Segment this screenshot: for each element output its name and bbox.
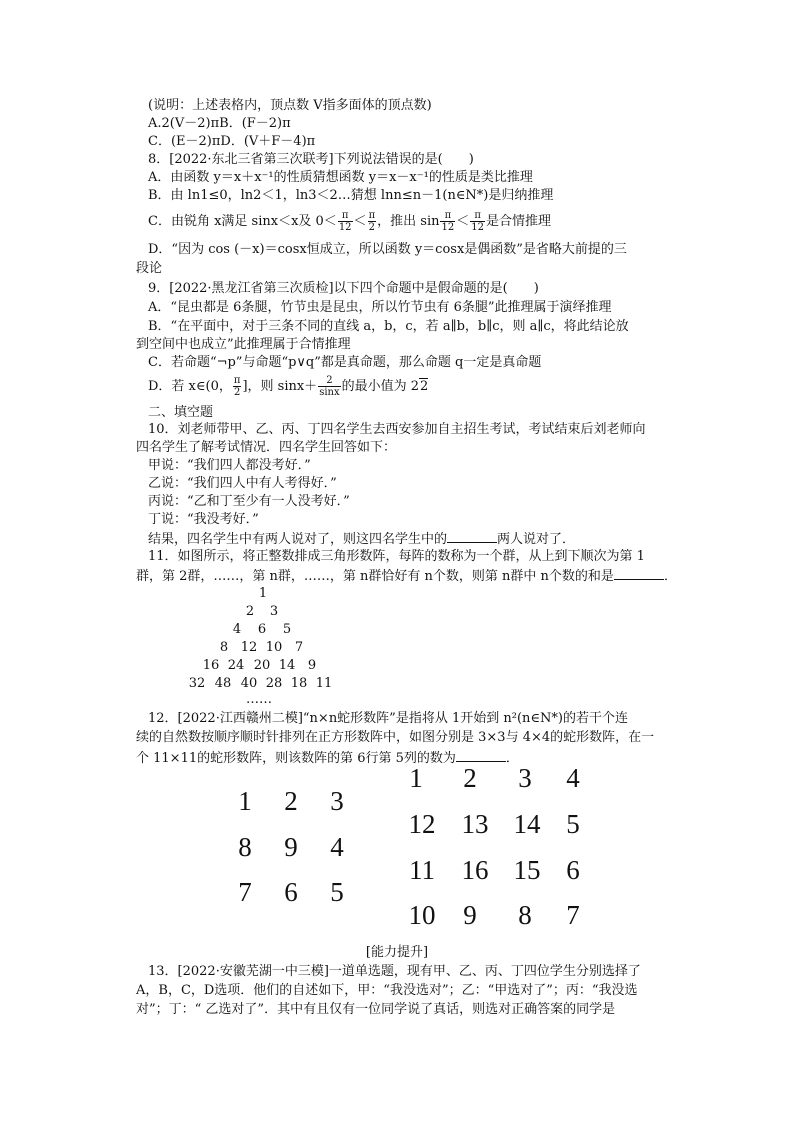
frac-2-sinx: $\frac{2}{\sin x}$ <box>319 375 340 398</box>
q9-stem: 9．[2022·黑龙江省第三次质检]以下四个命题中是假命题的是( ) <box>148 281 539 296</box>
m4-cell: 8 <box>518 900 532 930</box>
m4-cell: 7 <box>566 900 580 930</box>
m4-cell: 3 <box>518 763 532 793</box>
q9-option-c: C．若命题“¬p”与命题“p∨q”都是真命题，那么命题 q一定是真命题 <box>148 355 542 370</box>
q10-bing: 丙说：“乙和丁至少有一人没考好．” <box>148 494 350 509</box>
frac-pi-12: $\frac{\pi}{12}$ <box>338 210 352 233</box>
tri-cell: 2 <box>245 604 255 619</box>
q8-option-c: C．由锐角 x满足 sinx＜x及 0＜ $\frac{\pi}{12}$ ＜ $\frac{\pi}{2}$ ，推出 sin $\frac{\pi}{12}$ ＜ $\frac{\pi}{12}$ 是合情推理 <box>148 210 551 233</box>
tri-cell: 9 <box>307 658 317 673</box>
tri-cell: 24 <box>227 658 245 673</box>
tri-cell: 14 <box>278 658 296 673</box>
frac-pi-2-d: $\frac{\pi}{2}$ <box>233 375 241 398</box>
tri-cell: 32 <box>188 676 206 691</box>
q7-options-ab: A.2(V－2)πB．(F－2)π <box>148 116 291 131</box>
q12-line2: 续的自然数按顺序顺时针排列在正方形数阵中，如图分别是 3×3与 4×4的蛇形数阵，在一 <box>136 730 655 745</box>
tri-cell: 48 <box>214 676 232 691</box>
section-fill-in: 二、填空题 <box>148 405 214 420</box>
q8-c-post: 是合情推理 <box>485 214 551 229</box>
q10-line2: 四名学生了解考试情况．四名学生回答如下： <box>136 440 397 455</box>
q10-line1: 10．刘老师带甲、乙、丙、丁四名学生去西安参加自主招生考试，考试结束后刘老师向 <box>148 422 646 437</box>
tri-cell: 28 <box>265 676 283 691</box>
q8-stem: 8．[2022·东北三省第三次联考]下列说法错误的是( ) <box>148 152 474 167</box>
tri-cell: 4 <box>232 622 242 637</box>
m4-cell: 2 <box>463 763 477 793</box>
q10-jia: 甲说：“我们四人都没考好．” <box>148 458 311 473</box>
q10-yi: 乙说：“我们四人中有人考得好．” <box>148 476 337 491</box>
m3-cell: 4 <box>330 832 344 862</box>
tri-cell: 18 <box>290 676 308 691</box>
tri-cell: 10 <box>265 640 283 655</box>
m4-cell: 5 <box>566 809 580 839</box>
tri-cell: 40 <box>240 676 258 691</box>
frac-pi-12-c: $\frac{\pi}{12}$ <box>471 210 484 233</box>
m4-cell: 4 <box>566 763 580 793</box>
q13-line2: A，B，C，D选项．他们的自述如下，甲：“我没选对”；乙：“甲选对了”；丙：“我没选 <box>136 983 638 998</box>
tri-cell: 20 <box>253 658 271 673</box>
q13-line3: 对”；丁：“ 乙选对了”．其中有且仅有一位同学说了真话，则选对正确答案的同学是 <box>136 1002 616 1017</box>
tri-cell: 5 <box>282 622 292 637</box>
note: (说明：上述表格内，顶点数 V指多面体的顶点数) <box>148 98 432 113</box>
frac-pi-2: $\frac{\pi}{2}$ <box>368 210 376 233</box>
m4-cell: 16 <box>461 855 489 885</box>
q7-options-cd: C．(E－2)πD．(V＋F－4)π <box>148 134 316 149</box>
q10-ding: 丁说：“我没考好．” <box>148 512 259 527</box>
q11-line1: 11．如图所示，将正整数排成三角形数阵，每阵的数称为一个群，从上到下顺次为第 1 <box>148 549 645 564</box>
q8-option-d-line2: 段论 <box>136 261 163 276</box>
tri-cell: 8 <box>219 640 229 655</box>
answer-blank <box>447 530 497 543</box>
m4-cell: 14 <box>513 809 541 839</box>
section-ability: [能力提升] <box>365 945 429 960</box>
tri-ellipsis: …… <box>246 692 272 707</box>
q12-line3: 个 11×11的蛇形数阵，则该数阵的第 6行第 5列的数为 ． <box>136 751 519 766</box>
q8-c-mid: ，推出 sin <box>377 214 440 229</box>
m3-cell: 8 <box>238 832 252 862</box>
m3-cell: 9 <box>284 832 298 862</box>
m4-cell: 10 <box>408 900 436 930</box>
m4-cell: 1 <box>409 763 423 793</box>
tri-cell: 3 <box>269 604 279 619</box>
answer-blank <box>456 749 506 762</box>
tri-cell: 11 <box>315 676 333 691</box>
m3-cell: 7 <box>238 877 252 907</box>
q9-option-b-line1: B．“在平面中，对于三条不同的直线 a，b，c，若 a∥b，b∥c，则 a∥c，将此结论放 <box>148 319 629 334</box>
tri-cell: 7 <box>294 640 304 655</box>
q11-line2: 群，第 2群，……，第 n群，……，第 n群恰好有 n个数，则第 n群中 n个数的和是 ． <box>136 569 677 584</box>
m4-cell: 6 <box>566 855 580 885</box>
q10-result: 结果，四名学生中有两人说对了，则这四名学生中的 两人说对了． <box>148 532 576 547</box>
q12-line1: 12．[2022·江西赣州二模]“n×n蛇形数阵”是指将从 1开始到 n²(n∈N*)的若干个连 <box>148 711 628 726</box>
q13-line1: 13．[2022·安徽芜湖一中三模]一道单选题，现有甲、乙、丙、丁四位学生分别选择了 <box>148 964 641 979</box>
m4-cell: 9 <box>463 900 477 930</box>
q9-option-d: D．若 x∈(0， $\frac{\pi}{2}$ ]，则 sinx＋ $\frac{2}{\sin x}$ 的最小值为 22 <box>148 375 429 398</box>
tri-cell: 1 <box>258 586 268 601</box>
sqrt-2: 2 <box>420 379 429 394</box>
q9-option-a: A．“昆虫都是 6条腿，竹节虫是昆虫，所以竹节虫有 6条腿”此推理属于演绎推理 <box>148 300 612 315</box>
m3-cell: 2 <box>284 786 298 816</box>
m4-cell: 13 <box>461 809 489 839</box>
frac-pi-12-b: $\frac{\pi}{12}$ <box>441 210 455 233</box>
q8-option-d-line1: D．“因为 cos (－x)＝cosx恒成立，所以函数 y＝cosx是偶函数”是省略大前提的三 <box>148 242 627 257</box>
m3-cell: 6 <box>284 877 298 907</box>
tri-cell: 12 <box>240 640 258 655</box>
m3-cell: 5 <box>330 877 344 907</box>
q8-c-pre: C．由锐角 x满足 sinx＜x及 0＜ <box>148 214 337 229</box>
m4-cell: 12 <box>408 809 436 839</box>
m3-cell: 1 <box>238 786 252 816</box>
q8-option-b: B．由 ln1≤0，ln2＜1，ln3＜2…猜想 lnn≤n－1(n∈N*)是归纳推理 <box>148 188 554 203</box>
m3-cell: 3 <box>330 786 344 816</box>
q9-option-b-line2: 到空间中也成立”此推理属于合情推理 <box>136 337 351 352</box>
tri-cell: 6 <box>257 622 267 637</box>
m4-cell: 11 <box>409 855 435 885</box>
m4-cell: 15 <box>513 855 541 885</box>
answer-blank <box>614 567 664 580</box>
tri-cell: 16 <box>202 658 220 673</box>
q8-option-a: A．由函数 y＝x＋x⁻¹的性质猜想函数 y＝x－x⁻¹的性质是类比推理 <box>148 170 533 185</box>
